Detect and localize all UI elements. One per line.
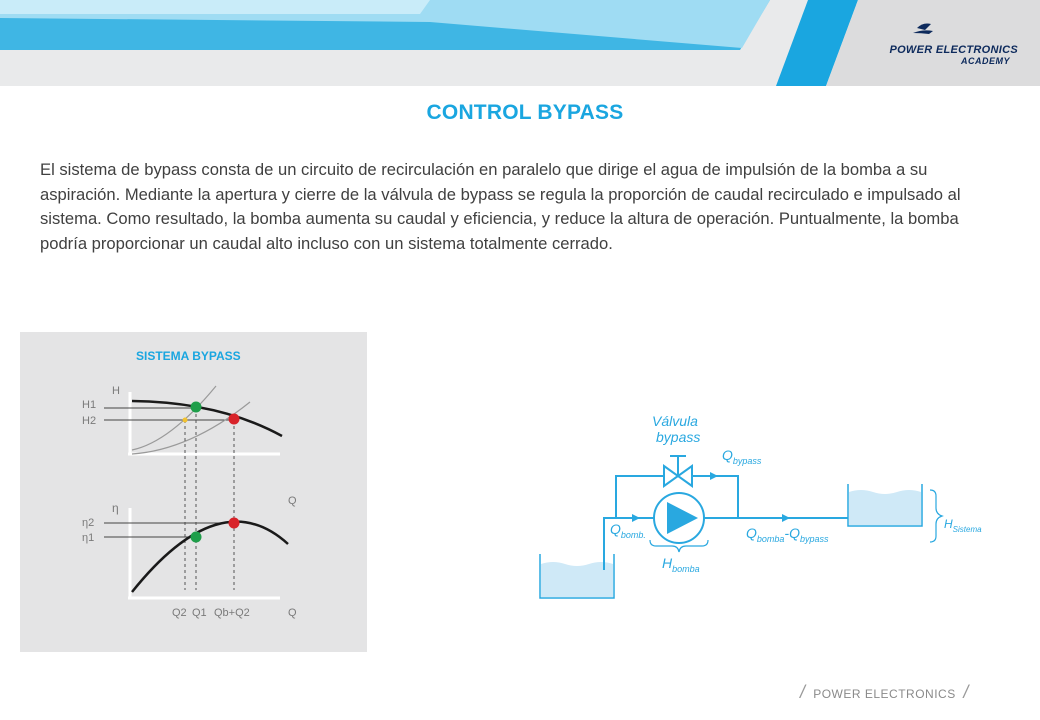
q-bypass-sub: bypass (732, 456, 762, 466)
valve-label-2: bypass (656, 429, 701, 445)
footer-slash-left: / (800, 682, 806, 702)
q-out-sub1: bomba (756, 534, 785, 544)
eta1-label: η1 (82, 532, 95, 544)
h-bomba-label (662, 555, 700, 574)
h-sistema-main: H (944, 517, 953, 531)
system-brace (930, 490, 942, 542)
q-bypass-label (722, 447, 762, 466)
bypass-circuit-diagram (530, 410, 1000, 610)
bottom-y-axis-label: η (112, 501, 119, 515)
valve-label-1: Válvula (652, 413, 698, 429)
body-paragraph: El sistema de bypass consta de un circuito de recirculación en paralelo que dirige el agua de impulsión de la bomba a su aspiración. Mediante la apertura y cierre de la válvula de bypass se regula la proporción de caudal recirculado e impulsado al sistema. Como resultado, la bomba aumenta su caudal y eficiencia, y reduce la altura de operación. Puntualmente, la bomba podría proporcionar un caudal alto incluso con un sistema totalmente cerrado. (40, 160, 961, 253)
h1-label: H1 (82, 399, 97, 411)
tick-q2: Q2 (172, 607, 187, 619)
h-sistema-label (944, 517, 982, 534)
q-out-main: Q (746, 525, 757, 541)
operating-point-red-bottom (229, 518, 240, 529)
system-curve-1 (132, 386, 216, 450)
top-y-axis-label: H (112, 385, 120, 397)
h-bomba-main: H (662, 555, 673, 571)
discharge-water (849, 490, 921, 525)
q-out-label (746, 525, 829, 544)
logo-text: POWER ELECTRONICS (889, 44, 1018, 56)
discharge-arrow-icon (782, 514, 790, 522)
h2-label: H2 (82, 415, 97, 427)
operating-point-red-top (229, 414, 240, 425)
footer-slash-right: / (963, 682, 969, 702)
footer-brand (800, 682, 1000, 702)
q-out-sub2: bypass (799, 534, 829, 544)
operating-point-green-top (191, 402, 202, 413)
suction-water (541, 562, 613, 597)
q-bomb-label (610, 521, 646, 540)
operating-point-yellow (183, 418, 188, 423)
h-bomba-sub: bomba (672, 564, 700, 574)
tick-q1: Q1 (192, 607, 207, 619)
top-x-axis-label: Q (288, 495, 297, 507)
system-curve-2 (132, 402, 250, 454)
footer-text: POWER ELECTRONICS (813, 687, 956, 701)
header-banner (0, 0, 1040, 86)
circuit-diagram (530, 410, 1000, 610)
bypass-valve-icon (664, 456, 692, 486)
operating-point-green-bottom (191, 532, 202, 543)
q-bomb-sub: bomb. (620, 530, 646, 540)
q-bomb-main: Q (610, 521, 621, 537)
bypass-chart (20, 332, 367, 652)
suction-arrow-icon (632, 514, 640, 522)
eta2-label: η2 (82, 517, 95, 529)
bottom-x-axis-label: Q (288, 607, 297, 619)
logo-subtext: ACADEMY (960, 56, 1010, 66)
q-bypass-main: Q (722, 447, 733, 463)
page-title: CONTROL BYPASS (426, 101, 624, 124)
tick-qbq2: Qb+Q2 (214, 607, 250, 619)
chart-title: SISTEMA BYPASS (136, 349, 241, 363)
h-sistema-sub: Sistema (952, 525, 982, 534)
bypass-arrow-icon (710, 472, 718, 480)
q-out-mid: -Q (784, 525, 800, 541)
efficiency-curve (132, 522, 288, 592)
logo (878, 22, 1018, 70)
bypass-chart-panel (20, 332, 367, 652)
